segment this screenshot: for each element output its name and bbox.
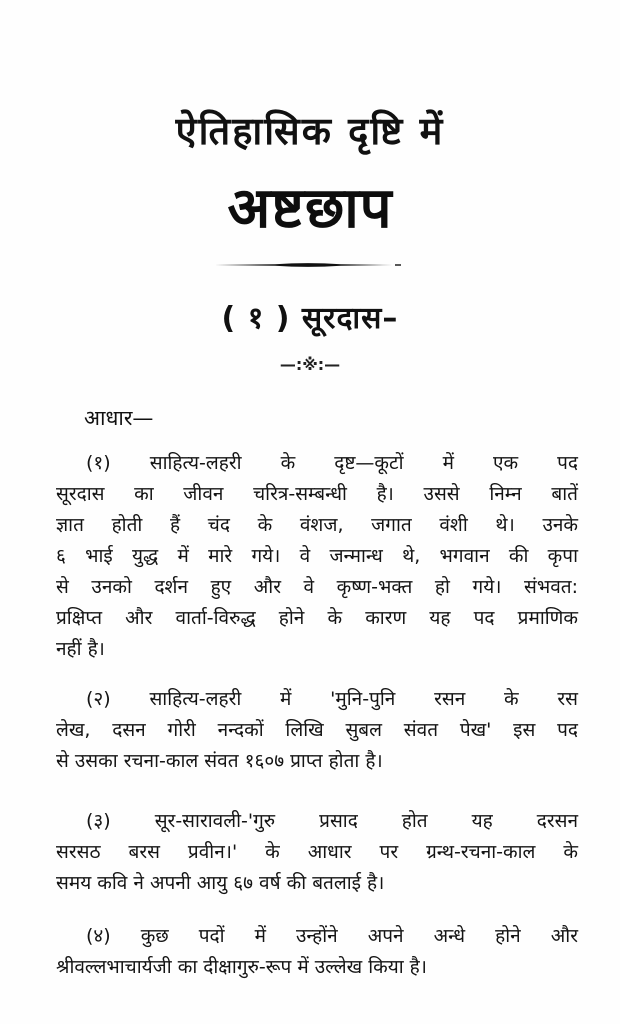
paragraph-4 xyxy=(56,921,578,983)
paragraph-line: (३) सूर-सारावली-'गुरु प्रसाद होत यह दरसन xyxy=(86,810,578,832)
paragraph-line: लेख, दसन गोरी नन्दकों लिखि सुबल संवत पेख' इस पद xyxy=(56,719,578,741)
paragraph-1 xyxy=(56,448,578,665)
page-title-line-1: ऐतिहासिक दृष्टि में xyxy=(175,108,445,153)
paragraph-line: समय कवि ने अपनी आयु ६७ वर्ष की बतलाई है। xyxy=(56,872,385,894)
paragraph-line: प्रक्षिप्त और वार्ता-विरुद्ध होने के कारण यह पद प्रमाणिक xyxy=(56,607,578,629)
paragraph-line: सूरदास का जीवन चरित्र-सम्बन्धी है। उससे निम्न बातें xyxy=(56,483,578,505)
ornamental-rule xyxy=(215,262,401,268)
paragraph-line: (१) साहित्य-लहरी के दृष्ट—कूटों में एक पद xyxy=(86,452,578,474)
paragraph-line: ज्ञात होती हैं चंद के वंशज, जगात वंशी थे। उनके xyxy=(56,514,578,536)
paragraph-2 xyxy=(56,684,578,777)
paragraph-line: से उसका रचना-काल संवत १६०७ प्राप्त होता है। xyxy=(56,750,383,772)
basis-label: आधार— xyxy=(84,406,154,430)
paragraph-line: श्रीवल्लभाचार्यजी का दीक्षागुरु-रूप में उल्लेख किया है। xyxy=(56,956,427,978)
paragraph-3 xyxy=(56,806,578,899)
paragraph-line: ६ भाई युद्ध में मारे गये। वे जन्मान्ध थे, भगवान की कृपा xyxy=(56,545,578,567)
paragraph-line: (४) कुछ पदों में उन्होंने अपने अन्धे होने और xyxy=(86,925,578,947)
paragraph-line: सरसठ बरस प्रवीन।' के आधार पर ग्रन्थ-रचना-काल के xyxy=(56,841,578,863)
paragraph-line: नहीं है। xyxy=(56,638,105,660)
paragraph-line: से उनको दर्शन हुए और वे कृष्ण-भक्त हो गये। संभवत: xyxy=(56,576,578,598)
section-heading: ( १ ) सूरदास– xyxy=(221,301,399,336)
paragraph-line: (२) साहित्य-लहरी में 'मुनि-पुनि रसन के रस xyxy=(86,688,578,710)
star-divider: —:※:— xyxy=(279,355,341,374)
page-title-line-2: अष्टछाप xyxy=(227,175,393,241)
